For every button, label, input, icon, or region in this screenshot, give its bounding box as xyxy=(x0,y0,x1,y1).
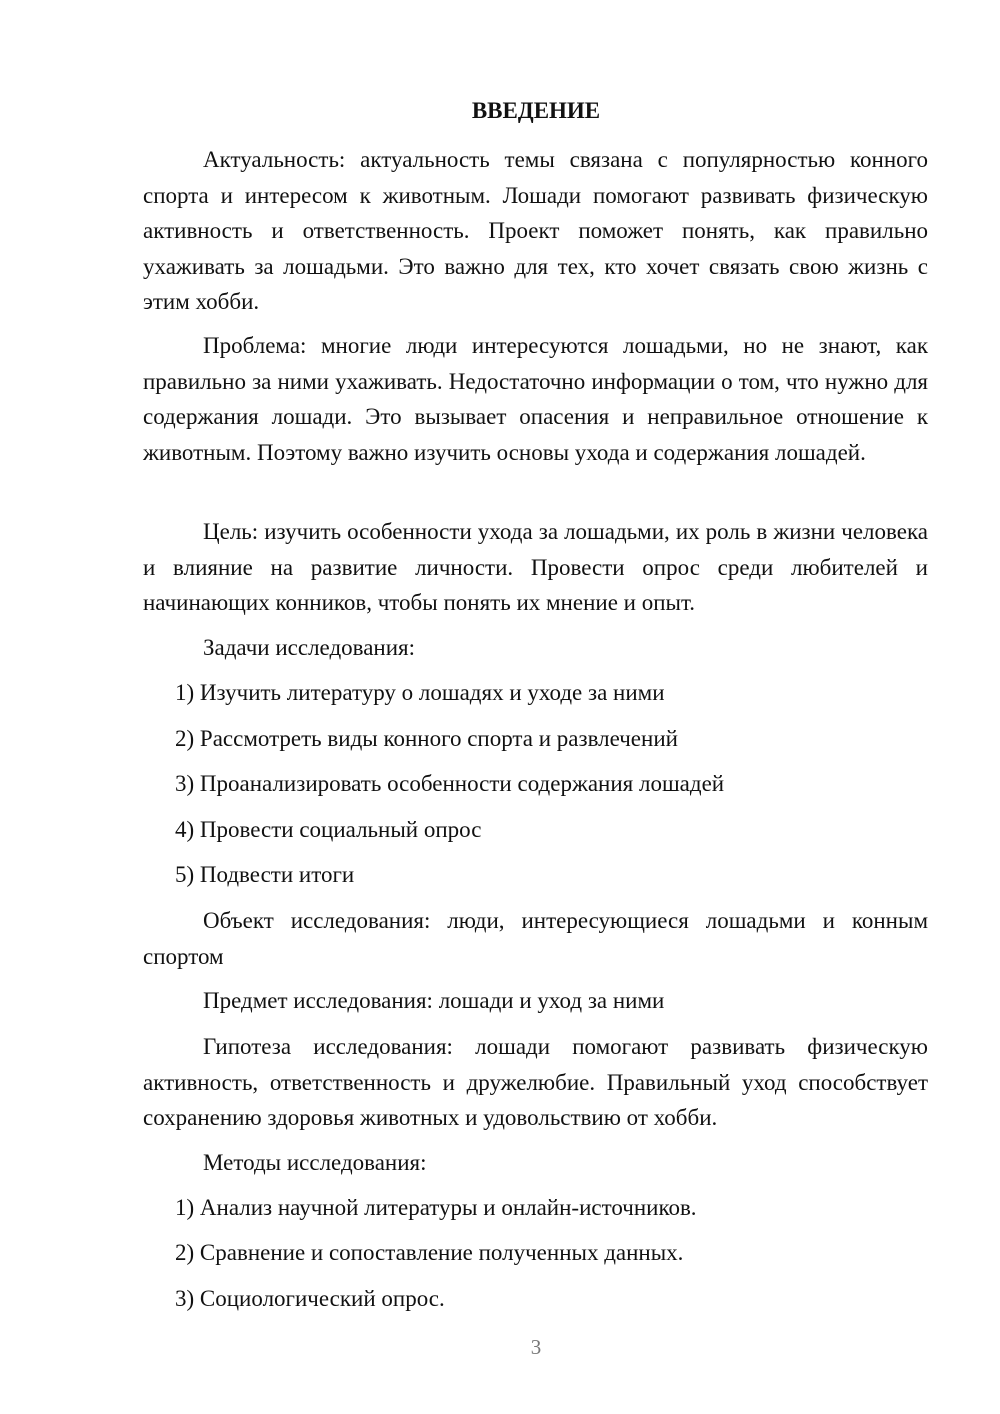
method-item-3: 3) Социологический опрос. xyxy=(175,1286,445,1311)
goal-paragraph: Цель: изучить особенности ухода за лошадьми, их роль в жизни человека и влияние на развитие личности. Провести опрос среди любителей и начинающих конников, чтобы понять их мнение и опыт. xyxy=(143,519,928,615)
tasks-title: Задачи исследования: xyxy=(203,635,416,660)
task-item-4: 4) Провести социальный опрос xyxy=(175,817,482,842)
method-item-2: 2) Сравнение и сопоставление полученных данных. xyxy=(175,1240,684,1265)
task-item-2: 2) Рассмотреть виды конного спорта и развлечений xyxy=(175,726,678,751)
problem-paragraph: Проблема: многие люди интересуются лошадьми, но не знают, как правильно за ними ухаживать. Недостаточно информации о том, что нужно для содержания лошади. Это вызывает опасения и неправильное отношение к животным. Поэтому важно изучить основы ухода и содержания лошадей. xyxy=(143,333,928,465)
task-item-1: 1) Изучить литературу о лошадях и уходе за ними xyxy=(175,680,665,705)
page-number: 3 xyxy=(530,1335,542,1359)
method-item-1: 1) Анализ научной литературы и онлайн-источников. xyxy=(175,1195,697,1220)
relevance-paragraph: Актуальность: актуальность темы связана с популярностью конного спорта и интересом к животным. Лошади помогают развивать физическую активность и ответственность. Проект поможет понять, как правильно ухаживать за лошадьми. Это важно для тех, кто хочет связать свою жизнь с этим хобби. xyxy=(143,147,928,314)
task-item-5: 5) Подвести итоги xyxy=(175,862,355,887)
hypothesis-paragraph: Гипотеза исследования: лошади помогают развивать физическую активность, ответственность и дружелюбие. Правильный уход способствует сохранению здоровья животных и удовольствию от хобби. xyxy=(143,1034,928,1130)
methods-title: Методы исследования: xyxy=(203,1150,427,1175)
object-paragraph: Объект исследования: люди, интересующиеся лошадьми и конным спортом xyxy=(143,908,928,969)
page-title: ВВЕДЕНИЕ xyxy=(471,98,601,123)
task-item-3: 3) Проанализировать особенности содержания лошадей xyxy=(175,771,725,796)
subject-paragraph: Предмет исследования: лошади и уход за ними xyxy=(203,988,665,1013)
